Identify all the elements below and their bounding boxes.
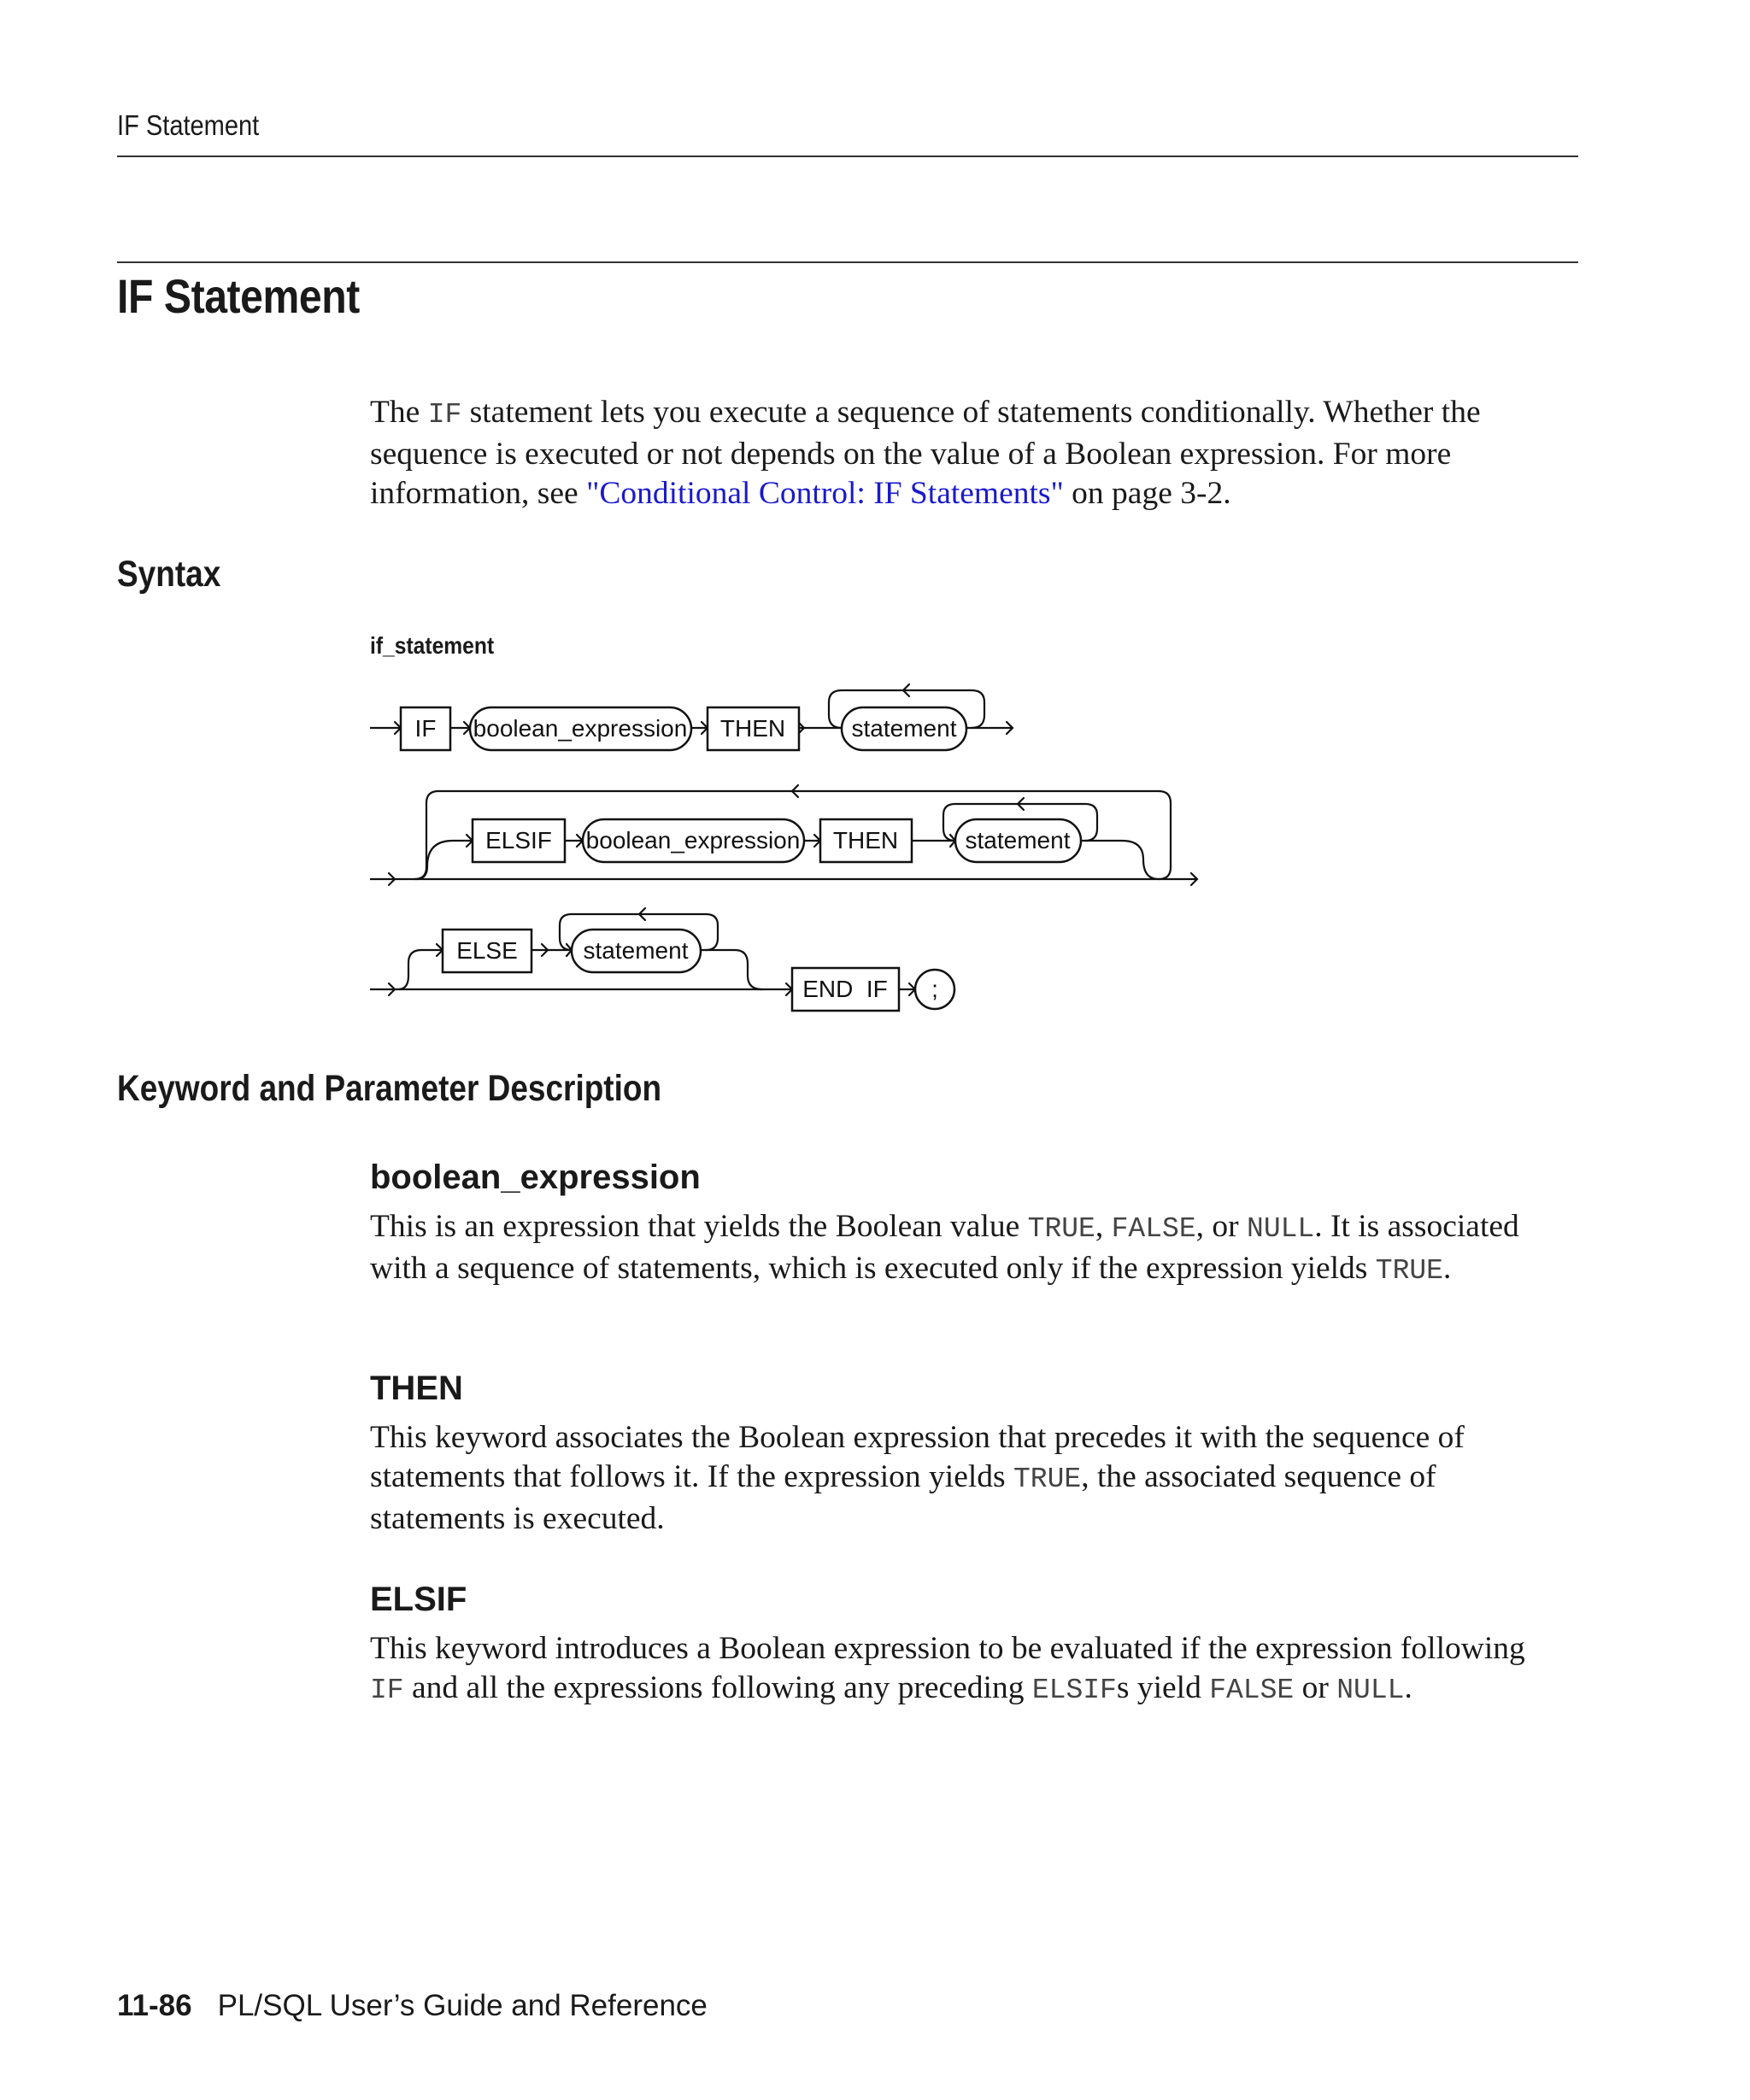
token-boolean-expression: boolean_expression xyxy=(473,715,688,742)
token-boolean-expression-2: boolean_expression xyxy=(585,827,801,853)
param-heading-then: THEN xyxy=(370,1370,463,1407)
syntax-heading: Syntax xyxy=(117,554,221,595)
param-text-then: This keyword associates the Boolean expression that precedes it with the sequence of statements that follows it. If the expression yields TRUE, the associated sequence of statements is executed. xyxy=(370,1420,1465,1536)
param-text-boolean-expression: This is an expression that yields the Boolean value TRUE, FALSE, or NULL. It is associated with a sequence of statements, which is executed only if the expression yields TRUE. xyxy=(370,1209,1519,1287)
diagram-name: if_statement xyxy=(370,632,495,659)
intro-paragraph: The IF statement lets you execute a sequence of statements conditionally. Whether the sequence is executed or not depends on the value of a Boolean expression. For more information, see "Conditional Control: IF Statements" on page 3-2. xyxy=(370,395,1481,511)
param-text-elsif: This keyword introduces a Boolean expression to be evaluated if the expression following IF and all the expressions following any preceding ELSIFs yield FALSE or NULL. xyxy=(370,1631,1525,1706)
page-title: IF Statement xyxy=(117,269,360,323)
running-header: IF Statement xyxy=(117,109,260,141)
page-number: 11-86 xyxy=(117,1989,192,2022)
param-heading-boolean-expression: boolean_expression xyxy=(370,1159,701,1196)
token-statement-3: statement xyxy=(583,937,689,964)
diagram-row-else xyxy=(370,908,954,1011)
token-if: IF xyxy=(414,715,437,742)
token-statement-2: statement xyxy=(965,827,1071,853)
book-title: PL/SQL User’s Guide and Reference xyxy=(217,1989,708,2022)
token-elsif: ELSIF xyxy=(485,827,552,853)
token-then-2: THEN xyxy=(832,827,899,853)
diagram-row-if xyxy=(370,684,1013,750)
page-footer xyxy=(117,1989,708,2023)
param-heading-elsif: ELSIF xyxy=(370,1581,467,1618)
diagram-row-elsif xyxy=(370,785,1197,885)
code-if: IF xyxy=(427,399,462,431)
token-statement: statement xyxy=(851,715,957,742)
token-else: ELSE xyxy=(456,937,518,964)
token-semicolon: ; xyxy=(931,976,938,1002)
cross-reference-link[interactable]: "Conditional Control: IF Statements" xyxy=(586,476,1064,511)
token-then: THEN xyxy=(719,715,786,742)
token-end-if: END IF xyxy=(802,976,888,1002)
keywords-heading: Keyword and Parameter Description xyxy=(117,1068,662,1109)
